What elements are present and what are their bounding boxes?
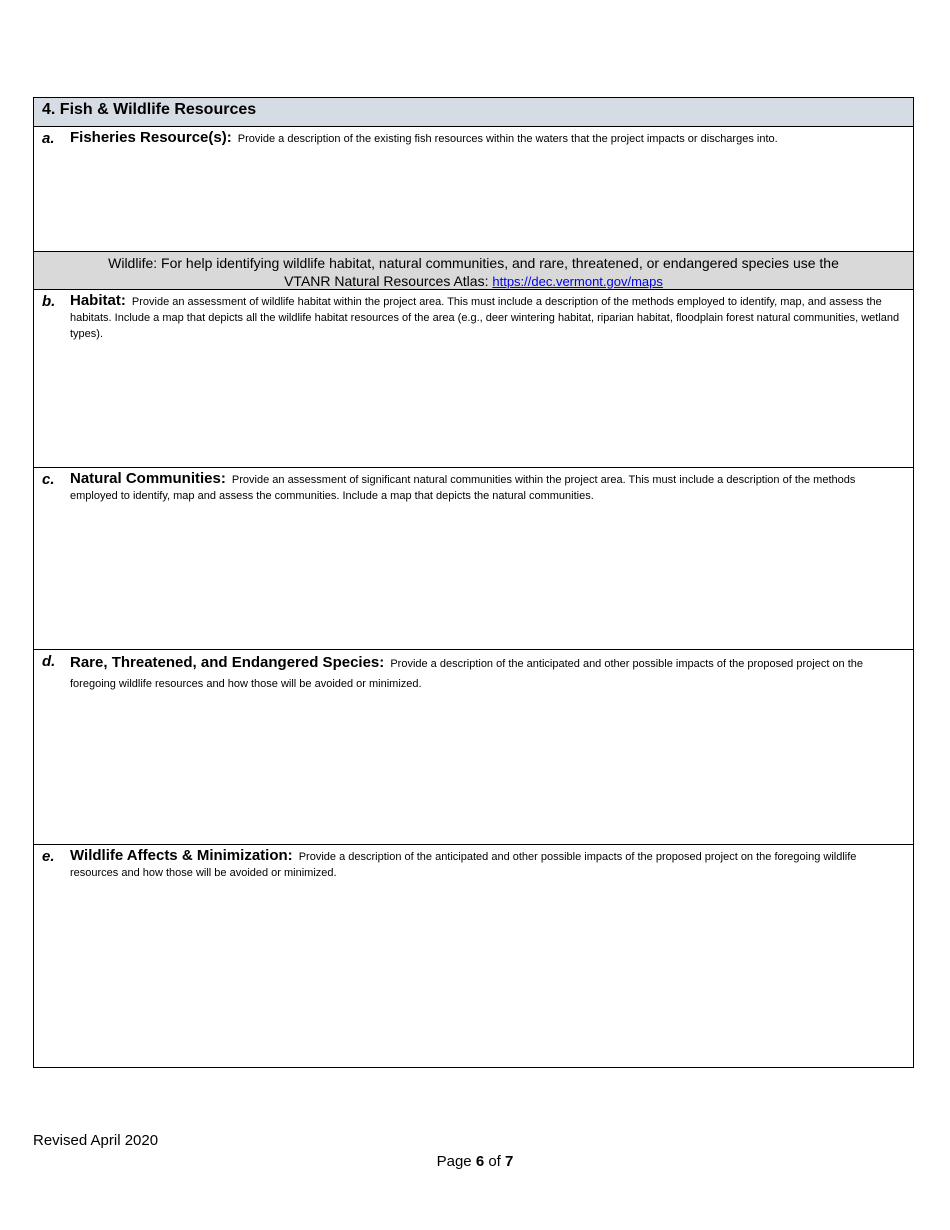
- page-number: [0, 1153, 950, 1170]
- page-total: 7: [505, 1153, 514, 1170]
- item-letter: b.: [42, 293, 56, 310]
- item-content: [70, 471, 901, 504]
- item-letter: d.: [42, 653, 56, 670]
- item-description: Provide an assessment of significant natural communities within the project area. This must include a description of the methods employed to identify, map and assess the communities. Include a map that depicts the natural communities.: [70, 474, 856, 502]
- wildlife-note-banner: [34, 252, 913, 290]
- natural-resources-atlas-link[interactable]: https://dec.vermont.gov/maps: [492, 274, 663, 289]
- item-habitat[interactable]: [34, 290, 913, 468]
- wildlife-note-line1: Wildlife: For help identifying wildlife habitat, natural communities, and rare, threatened, or endangered species use the: [108, 255, 839, 271]
- fish-wildlife-form-table: [33, 97, 914, 1068]
- page-of: of: [488, 1153, 501, 1170]
- revision-date: Revised April 2020: [33, 1132, 159, 1149]
- item-title: Wildlife Affects & Minimization:: [70, 847, 293, 864]
- item-letter: a.: [42, 130, 55, 147]
- item-natural-communities[interactable]: [34, 468, 913, 650]
- item-content: [70, 848, 901, 881]
- item-rare-threatened-endangered-species[interactable]: [34, 650, 913, 845]
- item-content: [70, 293, 901, 342]
- section-title: 4. Fish & Wildlife Resources: [42, 101, 257, 118]
- wildlife-note-text: [34, 252, 913, 291]
- item-description: Provide a description of the existing fish resources within the waters that the project impacts or discharges into.: [237, 133, 778, 145]
- item-letter: c.: [42, 471, 55, 488]
- wildlife-note-line2: VTANR Natural Resources Atlas:: [284, 273, 489, 289]
- item-title: Rare, Threatened, and Endangered Species:: [70, 654, 385, 671]
- item-fisheries-resources[interactable]: [34, 127, 913, 252]
- item-description: Provide an assessment of wildlife habitat within the project area. This must include a description of the methods employed to identify, map, and assess the habitats. Include a map that depicts all the wildlife habitat resources of the area (e.g., deer wintering habitat, riparian habitat, floodplain forest natural communities, wetland types).: [70, 296, 900, 340]
- item-title: Fisheries Resource(s):: [70, 129, 232, 146]
- item-title: Natural Communities:: [70, 470, 226, 487]
- item-wildlife-affects-minimization[interactable]: [34, 845, 913, 1067]
- item-content: [70, 130, 901, 147]
- page-current: 6: [475, 1153, 485, 1170]
- item-title: Habitat:: [70, 292, 126, 309]
- item-content: [70, 653, 901, 694]
- item-description: Provide a description of the anticipated and other possible impacts of the proposed project on the foregoing wildlife resources and how those will be avoided or minimized.: [70, 851, 857, 879]
- item-description: Provide a description of the anticipated and other possible impacts of the proposed project on the foregoing wildlife resources and how those will be avoided or minimized.: [70, 658, 864, 690]
- section-header: [34, 98, 913, 127]
- page-prefix: Page: [436, 1153, 472, 1170]
- item-letter: e.: [42, 848, 55, 865]
